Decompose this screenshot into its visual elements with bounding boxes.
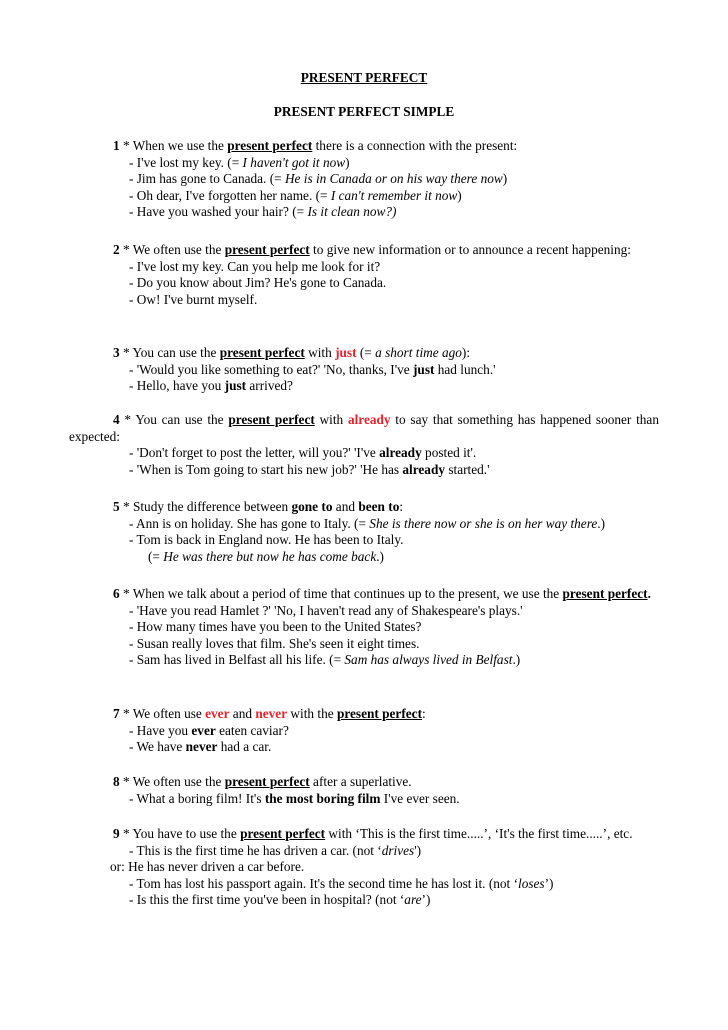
- example-line: - I've lost my key. Can you help me look for it?: [129, 258, 381, 274]
- example-line: - 'Don't forget to post the letter, will you?' 'I've already posted it'.: [129, 445, 477, 460]
- section-rule: 4 * You can use the present perfect with already to say that something has happened sooner than expected:: [69, 412, 659, 444]
- example-line: - Tom has lost his passport again. It's the second time he has lost it. (not ‘loses’): [129, 875, 554, 891]
- section-1: [69, 138, 659, 221]
- section-9: [69, 826, 659, 909]
- example-line: - 'Have you read Hamlet ?' 'No, I haven't read any of Shakespeare's plays.': [129, 602, 523, 618]
- example-line: (= He was there but now he has come back.): [148, 548, 384, 564]
- example-line: - This is the first time he has driven a car. (not ‘drives'): [129, 842, 422, 858]
- section-rule: 9 * You have to use the present perfect with ‘This is the first time.....’, ‘It's the first time.....’, etc.: [113, 826, 633, 841]
- section-8: [69, 774, 659, 807]
- example-line: - Susan really loves that film. She's seen it eight times.: [129, 635, 420, 651]
- example-line: - 'When is Tom going to start his new job?' 'He has already started.': [129, 461, 490, 477]
- section-2: [69, 242, 659, 308]
- example-line: - What a boring film! It's the most boring film I've ever seen.: [129, 790, 460, 806]
- section-rule: 3 * You can use the present perfect with just (= a short time ago):: [113, 345, 471, 360]
- section-5: [69, 499, 659, 565]
- section-6: [69, 586, 659, 669]
- example-line: - I've lost my key. (= I haven't got it now): [129, 154, 350, 170]
- page-title: PRESENT PERFECT: [300, 70, 428, 85]
- example-line: - Ann is on holiday. She has gone to Italy. (= She is there now or she is on her way there.): [129, 515, 606, 531]
- section-rule: 7 * We often use ever and never with the present perfect:: [113, 706, 426, 721]
- example-line: - Tom is back in England now. He has been to Italy.: [129, 532, 404, 547]
- example-line: - 'Would you like something to eat?' 'No, thanks, I've just had lunch.': [129, 361, 496, 377]
- section-rule: 6 * When we talk about a period of time that continues up to the present, we use the present perfect.: [113, 586, 651, 601]
- section-rule: 5 * Study the difference between gone to and been to:: [113, 499, 404, 514]
- example-line: - Have you ever eaten caviar?: [129, 722, 289, 738]
- section-rule: 2 * We often use the present perfect to give new information or to announce a recent happening:: [113, 242, 631, 257]
- example-line: - How many times have you been to the United States?: [129, 619, 422, 634]
- section-rule: 8 * We often use the present perfect after a superlative.: [113, 774, 412, 789]
- section-3: [69, 345, 659, 395]
- example-line: or: He has never driven a car before.: [110, 859, 305, 874]
- example-line: - Is this the first time you've been in hospital? (not ‘are’): [129, 892, 431, 907]
- section-rule: 1 * When we use the present perfect there is a connection with the present:: [113, 138, 518, 153]
- example-line: - Have you washed your hair? (= Is it clean now?): [129, 204, 397, 219]
- example-line: - Sam has lived in Belfast all his life. (= Sam has always lived in Belfast.): [129, 652, 521, 667]
- example-line: - We have never had a car.: [129, 739, 272, 754]
- example-line: - Do you know about Jim? He's gone to Canada.: [129, 275, 387, 290]
- example-line: - Hello, have you just arrived?: [129, 378, 293, 393]
- section-7: [69, 706, 659, 756]
- example-line: - Ow! I've burnt myself.: [129, 291, 258, 307]
- page-subtitle: PRESENT PERFECT SIMPLE: [273, 104, 455, 119]
- section-4: [69, 412, 659, 478]
- example-line: - Oh dear, I've forgotten her name. (= I can't remember it now): [129, 187, 462, 203]
- example-line: - Jim has gone to Canada. (= He is in Canada or on his way there now): [129, 171, 508, 186]
